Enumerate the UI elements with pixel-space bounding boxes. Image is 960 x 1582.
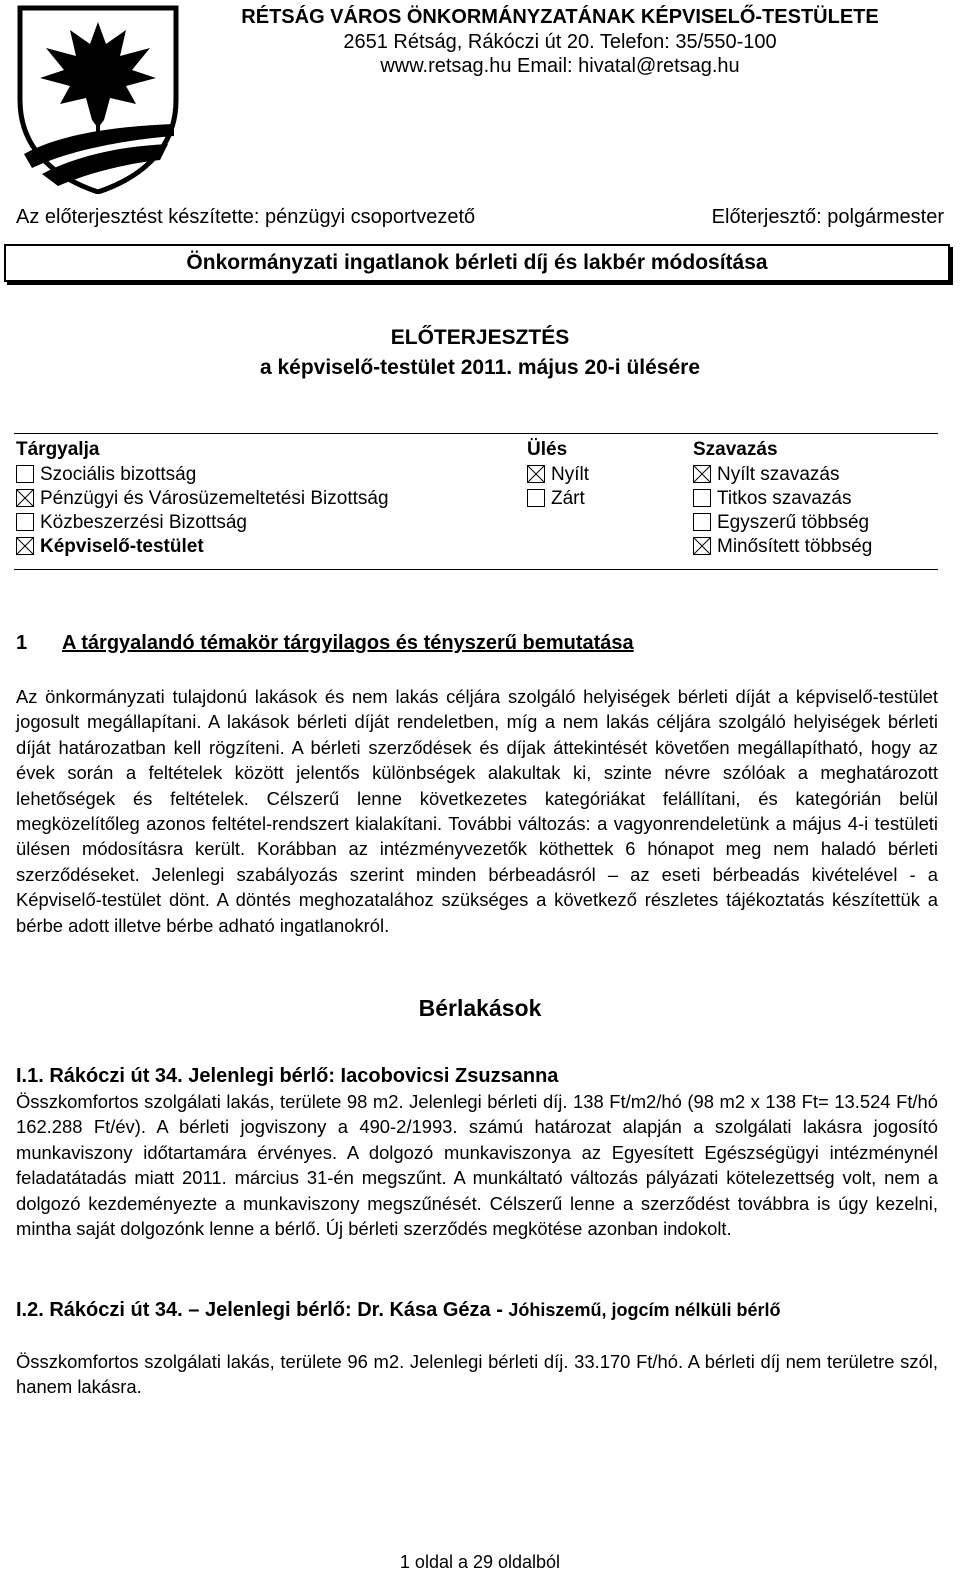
body-option [16,463,389,487]
item-2-heading [16,1297,938,1323]
checkbox-empty-icon [16,513,34,531]
checkbox-checked-icon [527,465,545,483]
checkbox-checked-icon [693,537,711,555]
document-type: ELŐTERJESZTÉS [390,326,570,349]
item-1-heading: I.1. Rákóczi út 34. Jelenlegi bérlő: Iacobovicsi Zsuzsanna [16,1065,559,1087]
voting-option [693,511,872,535]
subject-title: Önkormányzati ingatlanok bérleti díj és lakbér módosítása [4,244,950,282]
body-option-label: Képviselő-testület [40,536,204,557]
voting-list [693,463,872,559]
form-bottom-rule [14,569,938,570]
checkbox-empty-icon [16,465,34,483]
body-option [16,511,389,535]
item-2-body: Összkomfortos szolgálati lakás, területe 96 m2. Jelenlegi bérleti díj. 33.170 Ft/hó. A bérleti díj nem területre szól, hanem lakásra. [16,1351,938,1398]
voting-option [693,463,872,487]
form-top-rule [14,433,938,434]
session-option-label: Nyílt [551,464,589,485]
checkbox-checked-icon [693,465,711,483]
voting-option [693,487,872,511]
section-1-heading [16,632,634,655]
item-2-heading-main: I.2. Rákóczi út 34. – Jelenlegi bérlő: Dr. Kása Géza - [16,1299,503,1321]
subsection-title: Bérlakások [418,995,542,1021]
body-option-label: Közbeszerzési Bizottság [40,512,247,533]
session-option [527,487,589,511]
organization-contact: www.retsag.hu Email: hivatal@retsag.hu [380,55,740,77]
body-option [16,487,389,511]
meeting-line: a képviselő-testület 2011. május 20-i ülésére [259,356,701,379]
column-header-bodies: Tárgyalja [16,439,100,460]
organization-name: RÉTSÁG VÁROS ÖNKORMÁNYZATÁNAK KÉPVISELŐ-TESTÜLETE [241,6,879,28]
checkbox-checked-icon [16,489,34,507]
checkbox-empty-icon [693,513,711,531]
item-2-heading-tail: Jóhiszemű, jogcím nélküli bérlő [508,1300,781,1320]
session-list [527,463,589,511]
body-option-label: Szociális bizottság [40,464,197,485]
organization-address: 2651 Rétság, Rákóczi út 20. Telefon: 35/550-100 [343,31,777,53]
session-option-label: Zárt [551,488,585,509]
voting-option-label: Egyszerű többség [717,512,870,533]
body-option [16,535,389,559]
voting-option-label: Minősített többség [717,536,873,557]
body-option-label: Pénzügyi és Városüzemeltetési Bizottság [40,488,389,509]
session-option [527,463,589,487]
prepared-by: Az előterjesztést készítette: pénzügyi csoportvezető [16,206,476,228]
checkbox-empty-icon [693,489,711,507]
item-1-body: Összkomfortos szolgálati lakás, területe 98 m2. Jelenlegi bérleti díj. 138 Ft/m2/hó (98 m2 x 138 Ft= 13.524 Ft/hó 162.288 Ft/év). A bérleti jogviszony a 490-2/1993. számú határozat alapján a szolgálati lakásra jogosító munkaviszony időtartamára érvényes. A dolgozó munkaviszonya az Egyesített Egészségügyi intézménynél feladatátadás miatt 2011. március 31-én megszűnt. A munkáltató változás pályázati kötelezettség volt, nem a dolgozó kezdeményezte a munkaviszony megszűnését. Célszerű lenne a szerződést továbbra is úgy kezelni, mintha saját dolgozónk lenne a bérlő. Új bérleti szerződés megkötése azonban indokolt. [16,1091,938,1240]
checkbox-checked-icon [16,537,34,555]
presenter: Előterjesztő: polgármester [711,206,944,228]
city-crest-icon [14,4,182,194]
column-header-session: Ülés [527,439,568,460]
voting-option-label: Nyílt szavazás [717,464,840,485]
voting-option-label: Titkos szavazás [717,488,852,509]
section-1-paragraph: Az önkormányzati tulajdonú lakások és nem lakás céljára szolgáló helyiségek bérleti díját a képviselő-testület jogosult megállapítani. A lakások bérleti díját rendeletben, míg a nem lakás céljára szolgáló helyiségek bérleti díját határozatban kell rögzíteni. A bérleti szerződések és díjak áttekintését követően megállapítható, hogy az évek során a feltételek között jelentős különbségek alakultak ki, szinte névre szólóak a meghatározott lehetőségek és feltételek. Célszerű lenne következetes kategóriákat felállítani, és kategórián belül megközelítőleg azonos feltétel-rendszert kialakítani. További változás: a vagyonrendeletünk a május 4-i testületi ülésen módosításra került. Korábban az intézményvezetők köthettek 6 hónapot meg nem haladó bérleti szerződéseket. Jelenlegi szabályozás szerint minden bérbeadásról – az eseti bérbeadás kivételével - a Képviselő-testület dönt. A döntés meghozatalához szükséges a következő részletes tájékoztatás készítettük a bérbe adott illetve bérbe adható ingatlanokról. [16,686,938,936]
page-footer: 1 oldal a 29 oldalból [399,1552,561,1572]
column-header-voting: Szavazás [693,439,778,460]
section-number: 1 [16,632,28,654]
voting-option [693,535,872,559]
bodies-list [16,463,389,559]
checkbox-empty-icon [527,489,545,507]
section-title: A tárgyalandó témakör tárgyilagos és tényszerű bemutatása [62,632,634,654]
